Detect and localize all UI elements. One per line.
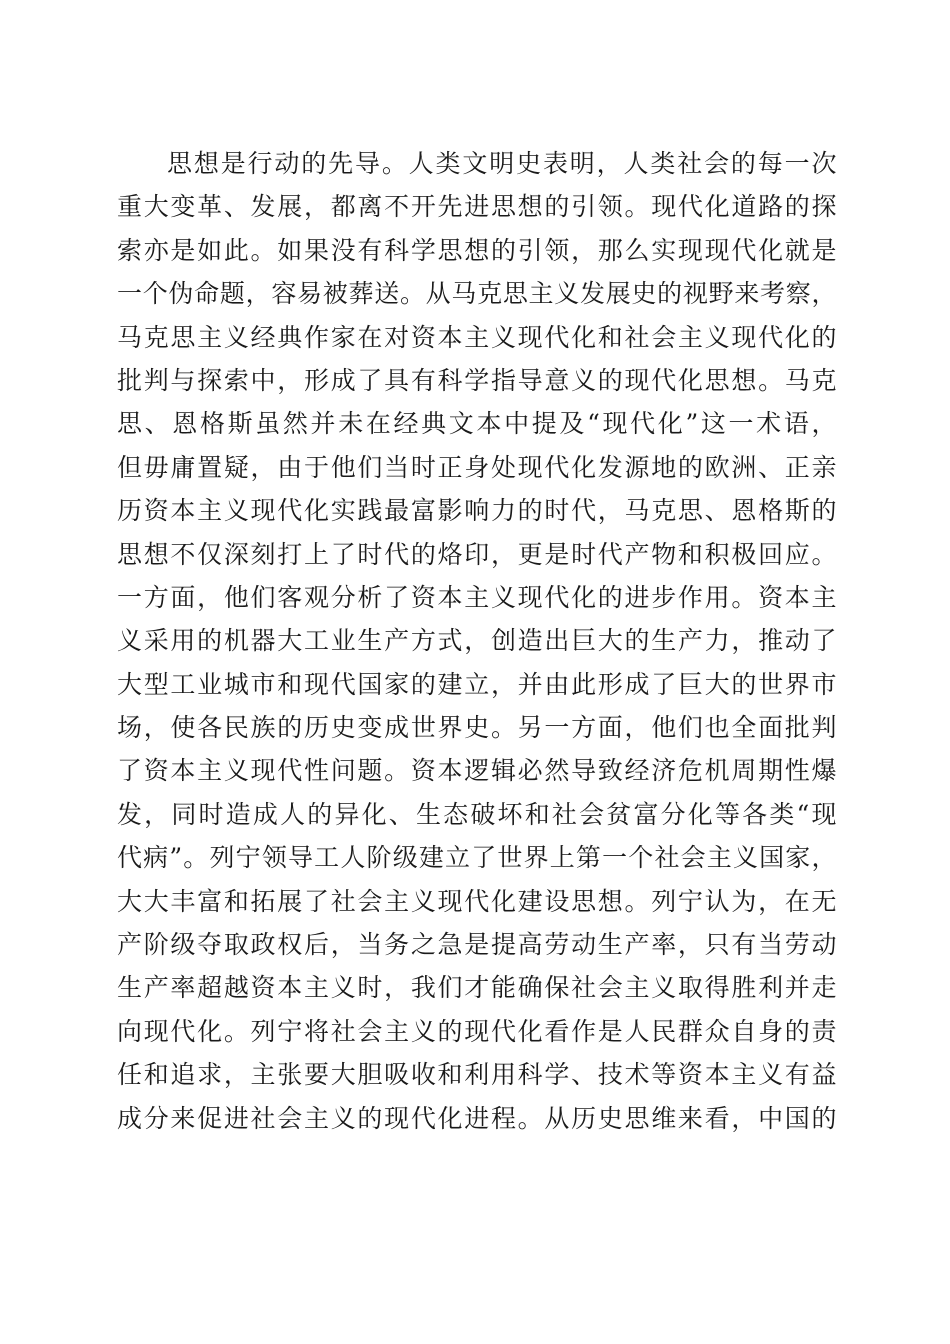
text-line: 向现代化。列宁将社会主义的现代化看作是人民群众自身的责 bbox=[117, 1016, 837, 1046]
text-line: 成分来促进社会主义的现代化进程。从历史思维来看，中国的 bbox=[117, 1103, 837, 1133]
text-line: 一方面，他们客观分析了资本主义现代化的进步作用。资本主 bbox=[117, 582, 837, 612]
text-line: 场，使各民族的历史变成世界史。另一方面，他们也全面批判 bbox=[117, 713, 837, 743]
text-line: 思想不仅深刻打上了时代的烙印，更是时代产物和积极回应。 bbox=[117, 539, 837, 569]
text-line: 马克思主义经典作家在对资本主义现代化和社会主义现代化的 bbox=[117, 322, 837, 352]
text-line: 发，同时造成人的异化、生态破坏和社会贫富分化等各类“现 bbox=[117, 799, 837, 829]
text-line: 了资本主义现代性问题。资本逻辑必然导致经济危机周期性爆 bbox=[117, 756, 837, 786]
text-line: 重大变革、发展，都离不开先进思想的引领。现代化道路的探 bbox=[117, 192, 837, 222]
text-line: 思、恩格斯虽然并未在经典文本中提及“现代化”这一术语， bbox=[117, 409, 837, 439]
text-line: 生产率超越资本主义时，我们才能确保社会主义取得胜利并走 bbox=[117, 973, 837, 1003]
text-line: 任和追求，主张要大胆吸收和利用科学、技术等资本主义有益 bbox=[117, 1060, 837, 1090]
text-line: 大大丰富和拓展了社会主义现代化建设思想。列宁认为，在无 bbox=[117, 886, 837, 916]
text-line: 索亦是如此。如果没有科学思想的引领，那么实现现代化就是 bbox=[117, 235, 837, 265]
text-line: 产阶级夺取政权后，当务之急是提高劳动生产率，只有当劳动 bbox=[117, 930, 837, 960]
text-line: 思想是行动的先导。人类文明史表明，人类社会的每一次 bbox=[167, 149, 837, 178]
text-line: 义采用的机器大工业生产方式，创造出巨大的生产力，推动了 bbox=[117, 626, 837, 656]
text-line: 代病”。列宁领导工人阶级建立了世界上第一个社会主义国家， bbox=[117, 843, 837, 873]
text-line: 一个伪命题，容易被葬送。从马克思主义发展史的视野来考察， bbox=[117, 279, 837, 309]
text-line: 批判与探索中，形成了具有科学指导意义的现代化思想。马克 bbox=[117, 365, 837, 395]
text-line: 但毋庸置疑，由于他们当时正身处现代化发源地的欧洲、正亲 bbox=[117, 452, 837, 482]
body-paragraph bbox=[117, 142, 837, 1140]
text-line: 历资本主义现代化实践最富影响力的时代，马克思、恩格斯的 bbox=[117, 496, 837, 526]
text-line: 大型工业城市和现代国家的建立，并由此形成了巨大的世界市 bbox=[117, 669, 837, 699]
